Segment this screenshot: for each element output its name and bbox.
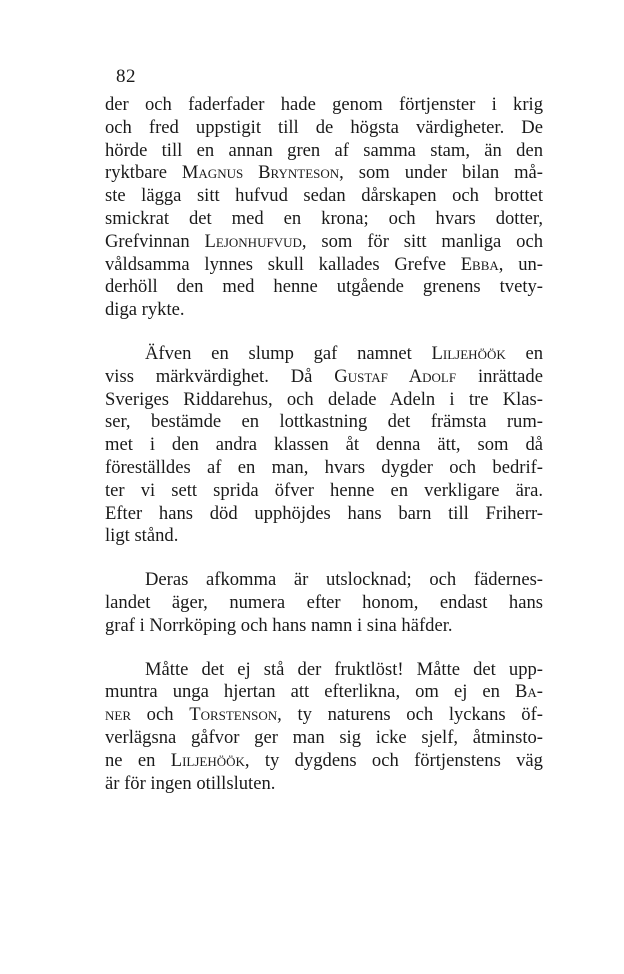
text-line (105, 231, 543, 254)
small-caps-name: ner (105, 704, 131, 726)
text-segment: är för ingen otillsluten. (105, 772, 276, 794)
small-caps-name: Liljehöök (431, 342, 506, 364)
text-segment: ne en (105, 749, 171, 771)
text-segment: och fred uppstigit till de högsta värdigheter. De (105, 116, 543, 138)
text-line (105, 480, 543, 503)
text-line (105, 343, 543, 366)
text-segment: graf i Norrköping och hans namn i sina häfder. (105, 614, 453, 636)
small-caps-name: Torstenson (189, 704, 278, 726)
text-line (105, 117, 543, 140)
text-segment: ryktbare (105, 162, 182, 184)
text-line (105, 773, 543, 796)
text-line (105, 276, 543, 299)
text-segment: verlägsna gåfvor ger man sig icke sjelf, åtminsto- (105, 726, 543, 748)
text-line (105, 434, 543, 457)
text-segment: ser, bestämde en lottkastning det främsta rum- (105, 411, 543, 433)
text-line (105, 569, 543, 592)
text-line (105, 162, 543, 185)
text-line (105, 208, 543, 231)
text-line (105, 411, 543, 434)
small-caps-name: Liljehöök (170, 749, 245, 771)
text-segment: ter vi sett sprida öfver henne en verkligare ära. (105, 479, 543, 501)
small-caps-name: Magnus Brynteson (181, 162, 340, 184)
text-segment: våldsamma lynnes skull kallades Grefve (105, 253, 461, 275)
text-segment: Deras afkomma är utslocknad; och fädernes- (145, 569, 543, 591)
text-line (105, 503, 543, 526)
text-segment: smickrat det med en krona; och hvars dotter, (105, 207, 543, 229)
paragraph-gap (105, 322, 543, 343)
small-caps-name: Lejonhufvud (204, 230, 302, 252)
text-segment: ligt stånd. (105, 525, 179, 547)
paragraph (105, 569, 543, 637)
paragraph-gap (105, 548, 543, 569)
text-segment: inrättade (456, 365, 543, 387)
text-segment: derhöll den med henne utgående grenens tvety- (105, 276, 543, 298)
small-caps-name: Ba- (515, 681, 543, 703)
text-line (105, 681, 543, 704)
text-segment: Äfven en slump gaf namnet (145, 342, 432, 364)
paragraph (105, 94, 543, 322)
text-line (105, 592, 543, 615)
text-segment: Grefvinnan (105, 230, 205, 252)
text-line (105, 525, 543, 548)
text-segment: , un- (498, 253, 543, 275)
text-segment: , som under bilan må- (339, 162, 543, 184)
body-text (105, 94, 543, 795)
paragraph (105, 659, 543, 796)
text-line (105, 457, 543, 480)
text-segment: föreställdes af en man, hvars dygder och bedrif- (105, 456, 543, 478)
text-line (105, 659, 543, 682)
paragraph (105, 343, 543, 548)
paragraph-gap (105, 638, 543, 659)
text-segment: diga rykte. (105, 299, 185, 321)
text-segment: der och faderfader hade genom förtjenster i krig (105, 94, 543, 115)
text-line (105, 140, 543, 163)
text-segment: hörde till en annan gren af samma stam, än den (105, 139, 543, 161)
text-segment: Sveriges Riddarehus, och delade Adeln i tre Klas- (105, 388, 543, 410)
page-number: 82 (116, 66, 136, 87)
text-segment: och (131, 704, 190, 726)
small-caps-name: Gustaf Adolf (334, 365, 457, 387)
text-segment: , som för sitt manliga och (301, 230, 543, 252)
text-segment: , ty naturens och lyckans öf- (277, 704, 543, 726)
text-line (105, 750, 543, 773)
text-line (105, 704, 543, 727)
text-segment: Måtte det ej stå der fruktlöst! Måtte det upp- (145, 658, 543, 680)
text-line (105, 389, 543, 412)
text-segment: muntra unga hjertan att efterlikna, om ej en (105, 681, 516, 703)
text-segment: Efter hans död upphöjdes hans barn till Friherr- (105, 502, 543, 524)
text-line (105, 615, 543, 638)
text-line (105, 185, 543, 208)
text-segment: en (505, 342, 544, 364)
text-line (105, 366, 543, 389)
text-line (105, 94, 543, 117)
text-line (105, 299, 543, 322)
text-segment: ste lägga sitt hufvud sedan dårskapen och brottet (105, 185, 543, 207)
text-line (105, 254, 543, 277)
text-line (105, 727, 543, 750)
text-segment: landet äger, numera efter honom, endast hans (105, 591, 543, 613)
text-segment: viss märkvärdighet. Då (105, 365, 335, 387)
small-caps-name: Ebba (460, 253, 499, 275)
text-segment: , ty dygdens och förtjenstens väg (244, 749, 543, 771)
text-segment: met i den andra klassen åt denna ätt, som då (105, 434, 543, 456)
